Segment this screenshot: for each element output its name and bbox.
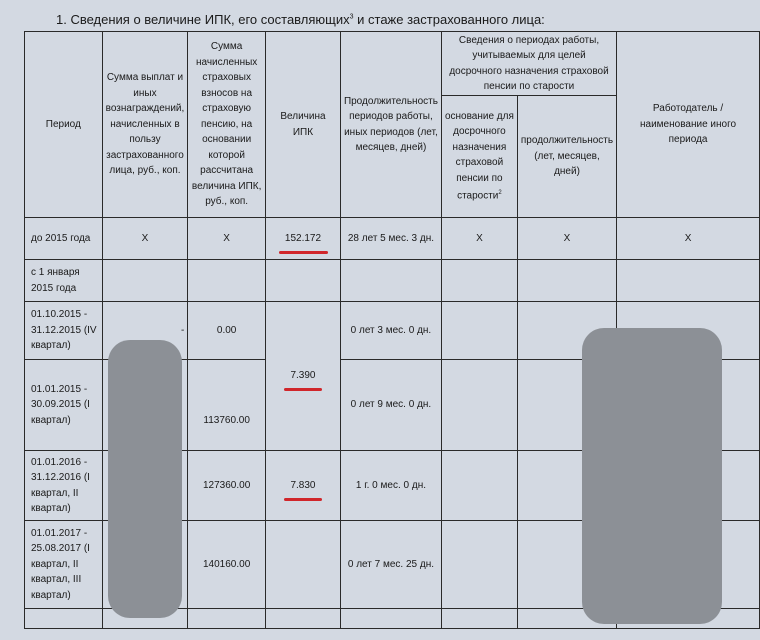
contributions-cell: 0.00 <box>188 302 266 360</box>
header-ipk: Величина ИПК <box>266 32 341 218</box>
section-title: 1. Сведения о величине ИПК, его составляющих$^3$ и стаже застрахованного лица: <box>56 12 545 27</box>
contributions-cell: 127360.00 <box>188 451 266 521</box>
period-cell: 01.01.2016 - 31.12.2016 (I квартал, II квартал) <box>25 451 103 521</box>
ipk-value: 7.390 <box>290 368 315 384</box>
duration-cell: 0 лет 7 мес. 25 дн. <box>340 521 441 609</box>
early-basis-cell: Х <box>441 218 517 260</box>
ipk-cell <box>266 360 341 451</box>
header-contributions: Сумма начисленных страховых взносов на страховую пенсию, на основании которой рассчитана величина ИПК, руб., коп. <box>188 32 266 218</box>
ipk-cell <box>266 521 341 609</box>
ipk-value: 152.172 <box>285 231 321 247</box>
duration-cell: 28 лет 5 мес. 3 дн. <box>340 218 441 260</box>
header-duration: Продолжительность периодов работы, иных периодов (лет, месяцев, дней) <box>340 32 441 218</box>
contributions-cell: 140160.00 <box>188 521 266 609</box>
ipk-cell <box>266 451 341 521</box>
period-cell: 01.01.2015 - 30.09.2015 (I квартал) <box>25 360 103 451</box>
contributions-cell: Х <box>188 218 266 260</box>
period-cell: с 1 января 2015 года <box>25 260 103 302</box>
ipk-cell <box>266 218 341 260</box>
payments-cell: - <box>102 302 188 360</box>
contributions-cell: 113760.00 <box>188 360 266 451</box>
employer-cell: Х <box>617 218 760 260</box>
redaction-payments <box>108 340 182 618</box>
table-row <box>25 260 760 302</box>
header-row <box>25 32 760 96</box>
period-cell: 01.01.2017 - 25.08.2017 (I квартал, II квартал, III квартал) <box>25 521 103 609</box>
payments-cell: Х <box>102 218 188 260</box>
table-row <box>25 218 760 260</box>
header-period: Период <box>25 32 103 218</box>
early-duration-cell: Х <box>517 218 616 260</box>
ipk-value: 7.830 <box>290 478 315 494</box>
period-cell: до 2015 года <box>25 218 103 260</box>
header-payments: Сумма выплат и иных вознаграждений, начисленных в пользу застрахованного лица, руб., коп. <box>102 32 188 218</box>
header-early-basis: основание для досрочного назначения страховой пенсии по старости$^2$ <box>441 96 517 218</box>
duration-cell: 0 лет 3 мес. 0 дн. <box>340 302 441 360</box>
header-employer: Работодатель / наименование иного периода <box>617 32 760 218</box>
header-early-duration: продолжительность (лет, месяцев, дней) <box>517 96 616 218</box>
period-cell: 01.10.2015 - 31.12.2015 (IV квартал) <box>25 302 103 360</box>
redaction-employer <box>582 328 722 624</box>
duration-cell: 1 г. 0 мес. 0 дн. <box>340 451 441 521</box>
duration-cell: 0 лет 9 мес. 0 дн. <box>340 360 441 451</box>
header-early-group: Сведения о периодах работы, учитываемых для целей досрочного назначения страховой пенсии по старости <box>441 32 616 96</box>
